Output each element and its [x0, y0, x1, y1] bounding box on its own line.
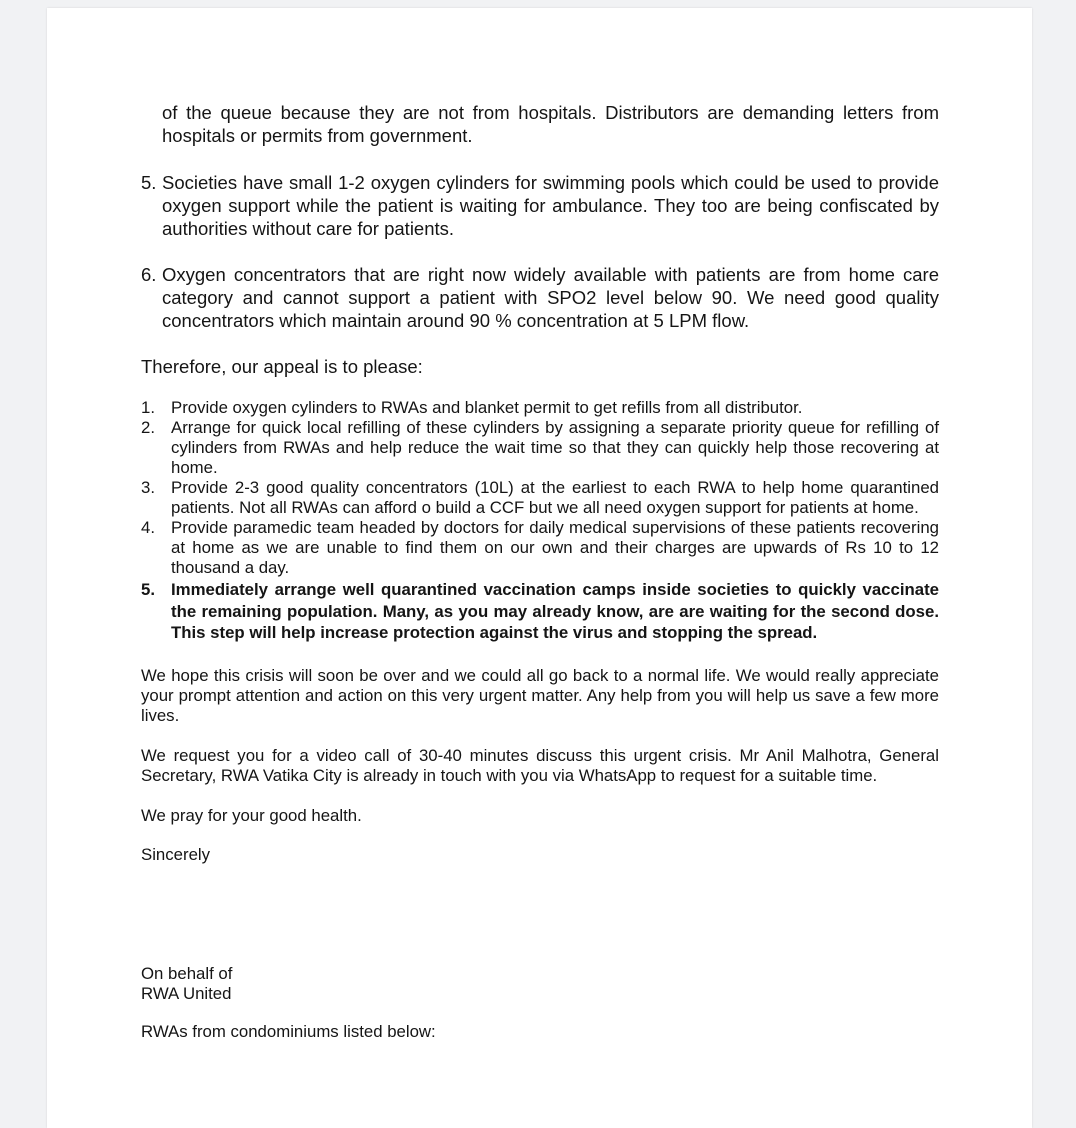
- issue-text: Oxygen concentrators that are right now widely available with patients are from home care category and cannot support a patient with SPO2 level below 90. We need good quality concentrators which maintain around 90 % concentration at 5 LPM flow.: [162, 264, 939, 331]
- hope-paragraph: We hope this crisis will soon be over and we could all go back to a normal life. We would really appreciate your prompt attention and action on this very urgent matter. Any help from you will help us save a few more lives.: [141, 665, 939, 725]
- appeal-number: 5.: [141, 580, 155, 599]
- document-page: [47, 8, 1032, 1128]
- closing-line: Sincerely: [141, 844, 211, 864]
- appeal-item-1: [141, 398, 939, 418]
- appeal-text: Immediately arrange well quarantined vaccination camps inside societies to quickly vaccinate the remaining population. Many, as you may already know, are are waiting for the second dose. This step will help increase protection against the virus and stopping the spread.: [171, 580, 939, 642]
- appeal-item-3: [141, 478, 939, 518]
- continuation-paragraph: of the queue because they are not from hospitals. Distributors are demanding letters from hospitals or permits from government.: [162, 102, 939, 146]
- appeal-number: 1.: [141, 398, 155, 417]
- issue-number: 6.: [141, 264, 157, 285]
- behalf-line: On behalf of: [141, 963, 233, 983]
- request-paragraph: We request you for a video call of 30-40 minutes discuss this urgent crisis. Mr Anil Malhotra, General Secretary, RWA Vatika City is already in touch with you via WhatsApp to request for a suitable time.: [141, 745, 939, 785]
- organization-name: RWA United: [141, 983, 232, 1003]
- appeal-item-2: [141, 418, 939, 478]
- pray-line: We pray for your good health.: [141, 805, 362, 825]
- issue-number: 5.: [141, 172, 157, 193]
- listed-line: RWAs from condominiums listed below:: [141, 1021, 436, 1041]
- issue-text: Societies have small 1-2 oxygen cylinders for swimming pools which could be used to provide oxygen support while the patient is waiting for ambulance. They too are being confiscated by authorities without care for patients.: [162, 172, 939, 239]
- appeal-number: 4.: [141, 518, 155, 537]
- appeal-text: Arrange for quick local refilling of these cylinders by assigning a separate priority queue for refilling of cylinders from RWAs and help reduce the wait time so that they can quickly help those recovering at home.: [171, 418, 939, 477]
- appeal-number: 2.: [141, 418, 155, 437]
- issue-item-5: [141, 171, 939, 240]
- letter-body: [141, 101, 939, 1042]
- appeal-list: [141, 398, 939, 644]
- issue-item-6: [141, 263, 939, 332]
- appeal-text: Provide paramedic team headed by doctors for daily medical supervisions of these patients recovering at home as we are unable to find them on our own and their charges are upwards of Rs 10 to 12 thousand a day.: [171, 518, 939, 577]
- appeal-text: Provide 2-3 good quality concentrators (10L) at the earliest to each RWA to help home quarantined patients. Not all RWAs can afford o build a CCF but we all need oxygen support for patients at home.: [171, 478, 939, 517]
- appeal-text: Provide oxygen cylinders to RWAs and blanket permit to get refills from all distributor.: [171, 398, 803, 417]
- appeal-number: 3.: [141, 478, 155, 497]
- appeal-item-4: [141, 518, 939, 578]
- appeal-intro: Therefore, our appeal is to please:: [141, 356, 423, 377]
- appeal-item-5: [141, 579, 939, 644]
